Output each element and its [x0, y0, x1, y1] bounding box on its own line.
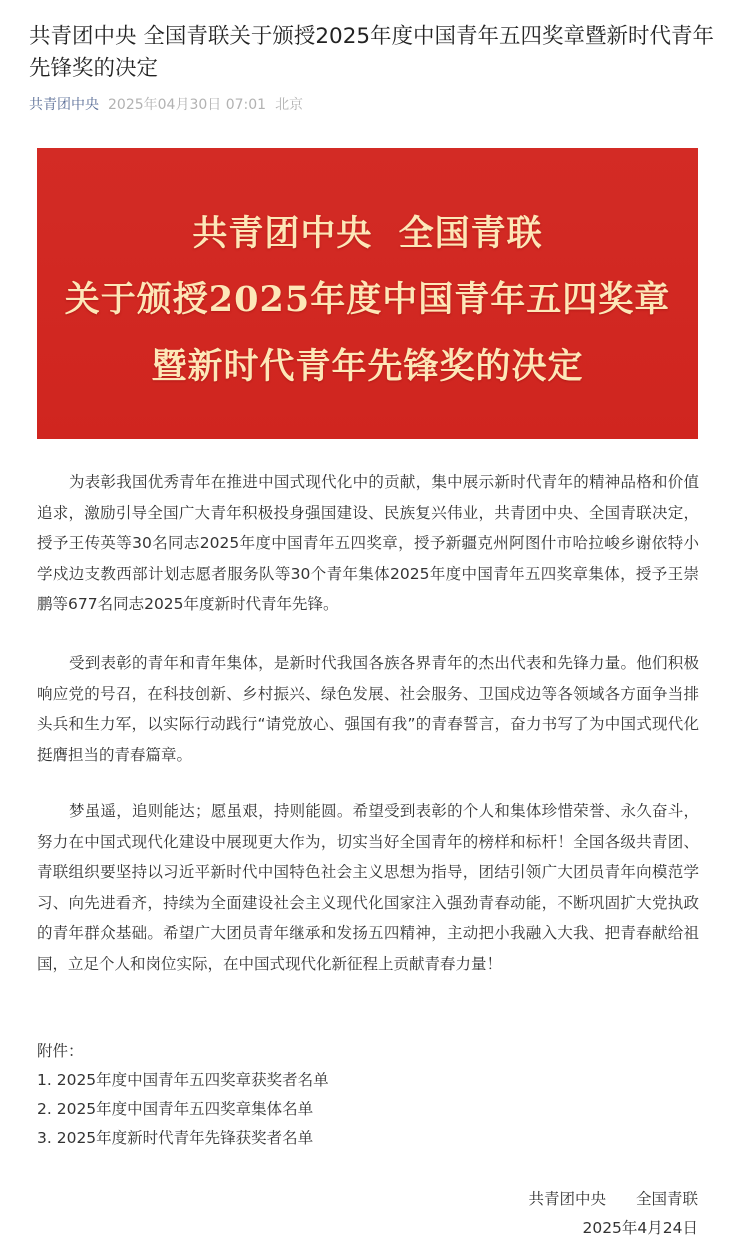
publish-location: 北京	[275, 97, 304, 113]
account-name-link[interactable]: 共青团中央	[29, 97, 99, 113]
body-paragraph-3: 梦虽遥，追则能达；愿虽艰，持则能圆。希望受到表彰的个人和集体珍惜荣誉、永久奋斗，努力在中国式现代化建设中展现更大作为，切实当好全国青年的榜样和标杆！全国各级共青团、青联组织要坚持以习近平新时代中国特色社会主义思想为指导，团结引领广大团员青年向模范学习、向先进看齐，持续为全面建设社会主义现代化国家注入强劲青春动能，不断巩固扩大党执政的青年群众基础。希望广大团员青年继承和发扬五四精神，主动把小我融入大我、把青春献给祖国，立足个人和岗位实际，在中国式现代化新征程上贡献青春力量！	[37, 802, 699, 973]
body-paragraph-2: 受到表彰的青年和青年集体，是新时代我国各族各界青年的杰出代表和先锋力量。他们积极响应党的号召，在科技创新、乡村振兴、绿色发展、社会服务、卫国戍边等各领域各方面争当排头兵和生力军，以实际行动践行“请党放心、强国有我”的青春誓言，奋力书写了为中国式现代化挺膺担当的青春篇章。	[37, 654, 699, 764]
header-banner-image	[37, 148, 698, 439]
attachment-item: 3. 2025年度新时代青年先锋获奖者名单	[37, 1129, 314, 1147]
attachment-item: 1. 2025年度中国青年五四奖章获奖者名单	[37, 1071, 329, 1089]
publish-time: 2025年04月30日 07:01	[108, 97, 267, 113]
attachments-section	[37, 1037, 697, 1153]
signature-orgs	[528, 1185, 698, 1214]
banner-line-1: 共青团中央 全国青联	[192, 213, 543, 254]
article-meta	[29, 95, 303, 115]
body-paragraph-1: 为表彰我国优秀青年在推进中国式现代化中的贡献，集中展示新时代青年的精神品格和价值追求，激励引导全国广大青年积极投身强国建设、民族复兴伟业，共青团中央、全国青联决定，授予王传英等30名同志2025年度中国青年五四奖章，授予新疆克州阿图什市哈拉峻乡谢依特小学戍边支教西部计划志愿者服务队等30个青年集体2025年度中国青年五四奖章集体，授予王崇鹏等677名同志2025年度新时代青年先锋。	[37, 473, 699, 613]
attachments-heading: 附件：	[37, 1042, 84, 1060]
signature-date: 2025年4月24日	[582, 1219, 698, 1237]
attachment-item: 2. 2025年度中国青年五四奖章集体名单	[37, 1100, 314, 1118]
signature-org-1: 共青团中央	[528, 1190, 606, 1208]
signature-block	[528, 1185, 698, 1243]
banner-line-2: 关于颁授2025年度中国青年五四奖章	[64, 279, 671, 320]
article-title: 共青团中央 全国青联关于颁授2025年度中国青年五四奖章暨新时代青年先锋奖的决定	[29, 24, 715, 81]
signature-org-2: 全国青联	[635, 1190, 698, 1208]
banner-line-3: 暨新时代青年先锋奖的决定	[151, 346, 584, 387]
